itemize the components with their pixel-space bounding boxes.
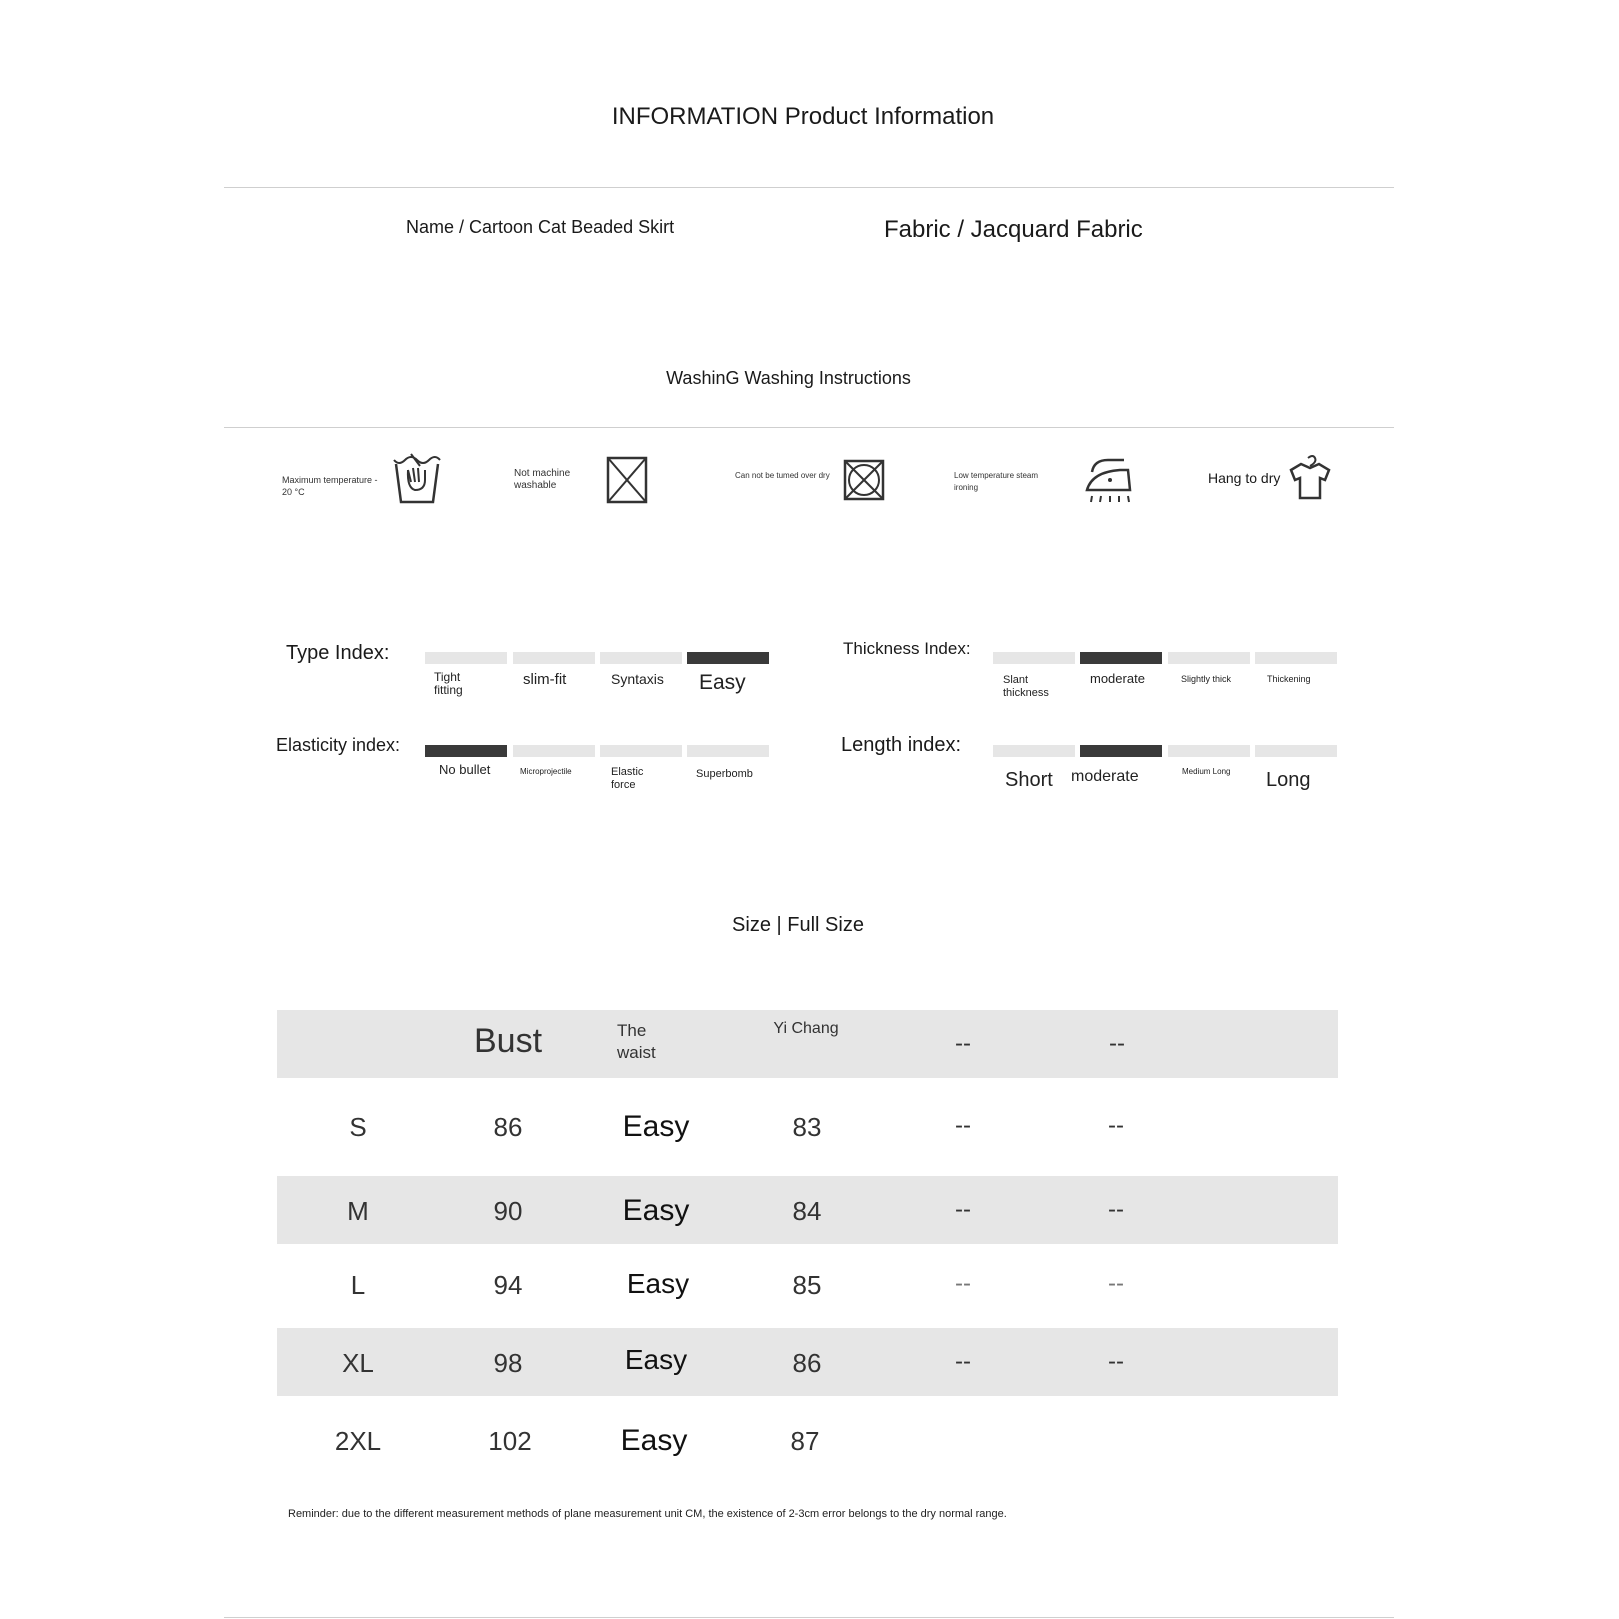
elasticity-option-elastic: Elastic force bbox=[611, 766, 644, 791]
divider bbox=[224, 427, 1394, 428]
elasticity-option-superbomb: Superbomb bbox=[696, 768, 753, 780]
type-option-slim: slim-fit bbox=[523, 671, 567, 688]
length-option-long: Long bbox=[1266, 769, 1311, 791]
thickness-segment-4 bbox=[1255, 652, 1337, 664]
length-segment-4 bbox=[1255, 745, 1337, 757]
header-yichang: Yi Chang bbox=[773, 1020, 839, 1037]
size-table bbox=[277, 1010, 1338, 1494]
extra-cell: -- bbox=[1108, 1270, 1124, 1297]
care-label-max-temp: Maximum temperature - 20 °C bbox=[282, 475, 378, 497]
length-cell: 85 bbox=[792, 1270, 822, 1300]
thickness-option-moderate: moderate bbox=[1090, 671, 1145, 686]
thickness-segment-selected bbox=[1080, 652, 1162, 664]
length-index-title: Length index: bbox=[841, 734, 962, 756]
size-cell: 2XL bbox=[334, 1426, 382, 1456]
thickness-option-slant: Slant thickness bbox=[1003, 674, 1049, 699]
elasticity-option-micro: Microprojectile bbox=[520, 767, 572, 776]
type-option-easy: Easy bbox=[699, 671, 746, 694]
length-segment-3 bbox=[1168, 745, 1250, 757]
extra-cell: -- bbox=[1108, 1196, 1124, 1223]
washing-title: WashinG Washing Instructions bbox=[666, 368, 911, 388]
table-row bbox=[277, 1396, 1338, 1494]
size-reminder: Reminder: due to the different measurement methods of plane measurement unit CM, the existence of 2-3cm error belongs to the dry normal range. bbox=[288, 1508, 1007, 1520]
care-label-no-tumble: Can not be tumed over dry bbox=[735, 471, 830, 480]
size-cell: L bbox=[350, 1270, 366, 1300]
bust-cell: 90 bbox=[493, 1196, 523, 1226]
type-option-tight: Tight fitting bbox=[434, 670, 463, 697]
elasticity-segment-3 bbox=[600, 745, 682, 757]
extra-cell: -- bbox=[955, 1196, 971, 1223]
waist-cell: Easy bbox=[624, 1344, 688, 1375]
type-segment-2 bbox=[513, 652, 595, 664]
divider bbox=[224, 187, 1394, 188]
header-col5: -- bbox=[955, 1030, 971, 1057]
length-cell: 84 bbox=[792, 1196, 822, 1226]
header-bust: Bust bbox=[473, 1022, 543, 1060]
waist-cell: Easy bbox=[622, 1194, 690, 1227]
bust-cell: 98 bbox=[493, 1348, 523, 1378]
elasticity-segment-selected bbox=[425, 745, 507, 757]
care-label-iron: Low temperature steam ironing bbox=[954, 471, 1039, 492]
table-row bbox=[277, 1176, 1338, 1244]
extra-cell: -- bbox=[955, 1270, 971, 1297]
extra-cell: -- bbox=[1108, 1112, 1124, 1139]
page-title: INFORMATION Product Information bbox=[611, 103, 995, 130]
thickness-option-thickening: Thickening bbox=[1267, 674, 1311, 684]
type-option-syntaxis: Syntaxis bbox=[611, 671, 664, 687]
type-index-title: Type Index: bbox=[286, 642, 390, 664]
header-col6: -- bbox=[1109, 1030, 1125, 1057]
length-cell: 87 bbox=[790, 1426, 820, 1456]
thickness-option-slightly: Slightly thick bbox=[1181, 674, 1232, 684]
waist-cell: Easy bbox=[622, 1110, 690, 1143]
hand-wash-basin-icon bbox=[391, 452, 443, 506]
care-label-hang: Hang to dry bbox=[1208, 470, 1281, 486]
divider bbox=[224, 1617, 1394, 1618]
extra-cell: -- bbox=[955, 1348, 971, 1375]
size-cell: M bbox=[347, 1196, 369, 1226]
table-row bbox=[277, 1328, 1338, 1396]
size-cell: S bbox=[349, 1112, 367, 1142]
length-cell: 86 bbox=[792, 1348, 822, 1378]
length-segment-1 bbox=[993, 745, 1075, 757]
hang-dry-shirt-icon bbox=[1287, 454, 1333, 502]
length-option-short: Short bbox=[1005, 769, 1053, 791]
length-option-medium-long: Medium Long bbox=[1182, 767, 1231, 776]
no-machine-wash-icon bbox=[606, 456, 648, 504]
elasticity-segment-2 bbox=[513, 745, 595, 757]
bust-cell: 86 bbox=[493, 1112, 523, 1142]
bust-cell: 94 bbox=[493, 1270, 523, 1300]
elasticity-option-no-bullet: No bullet bbox=[439, 762, 491, 777]
elasticity-segment-4 bbox=[687, 745, 769, 757]
steam-iron-icon bbox=[1084, 456, 1134, 506]
elasticity-index-title: Elasticity index: bbox=[276, 735, 401, 755]
extra-cell: -- bbox=[1108, 1348, 1124, 1375]
type-segment-1 bbox=[425, 652, 507, 664]
type-segment-3 bbox=[600, 652, 682, 664]
table-row bbox=[277, 1244, 1338, 1328]
length-option-moderate: moderate bbox=[1071, 768, 1139, 785]
type-segment-selected bbox=[687, 652, 769, 664]
waist-cell: Easy bbox=[626, 1268, 690, 1299]
length-cell: 83 bbox=[792, 1112, 822, 1142]
table-row bbox=[277, 1078, 1338, 1176]
thickness-index-title: Thickness Index: bbox=[843, 639, 971, 658]
no-tumble-dry-icon bbox=[843, 459, 885, 501]
thickness-segment-3 bbox=[1168, 652, 1250, 664]
thickness-segment-1 bbox=[993, 652, 1075, 664]
product-fabric: Fabric / Jacquard Fabric bbox=[884, 216, 1143, 243]
size-cell: XL bbox=[342, 1348, 374, 1378]
bust-cell: 102 bbox=[488, 1426, 532, 1456]
table-header-row bbox=[277, 1010, 1338, 1078]
product-name: Name / Cartoon Cat Beaded Skirt bbox=[406, 217, 675, 237]
extra-cell: -- bbox=[955, 1112, 971, 1139]
size-title: Size | Full Size bbox=[732, 914, 864, 936]
care-label-not-machine: Not machine washable bbox=[514, 468, 571, 491]
length-segment-selected bbox=[1080, 745, 1162, 757]
waist-cell: Easy bbox=[620, 1424, 688, 1457]
header-waist: The waist bbox=[617, 1021, 656, 1062]
